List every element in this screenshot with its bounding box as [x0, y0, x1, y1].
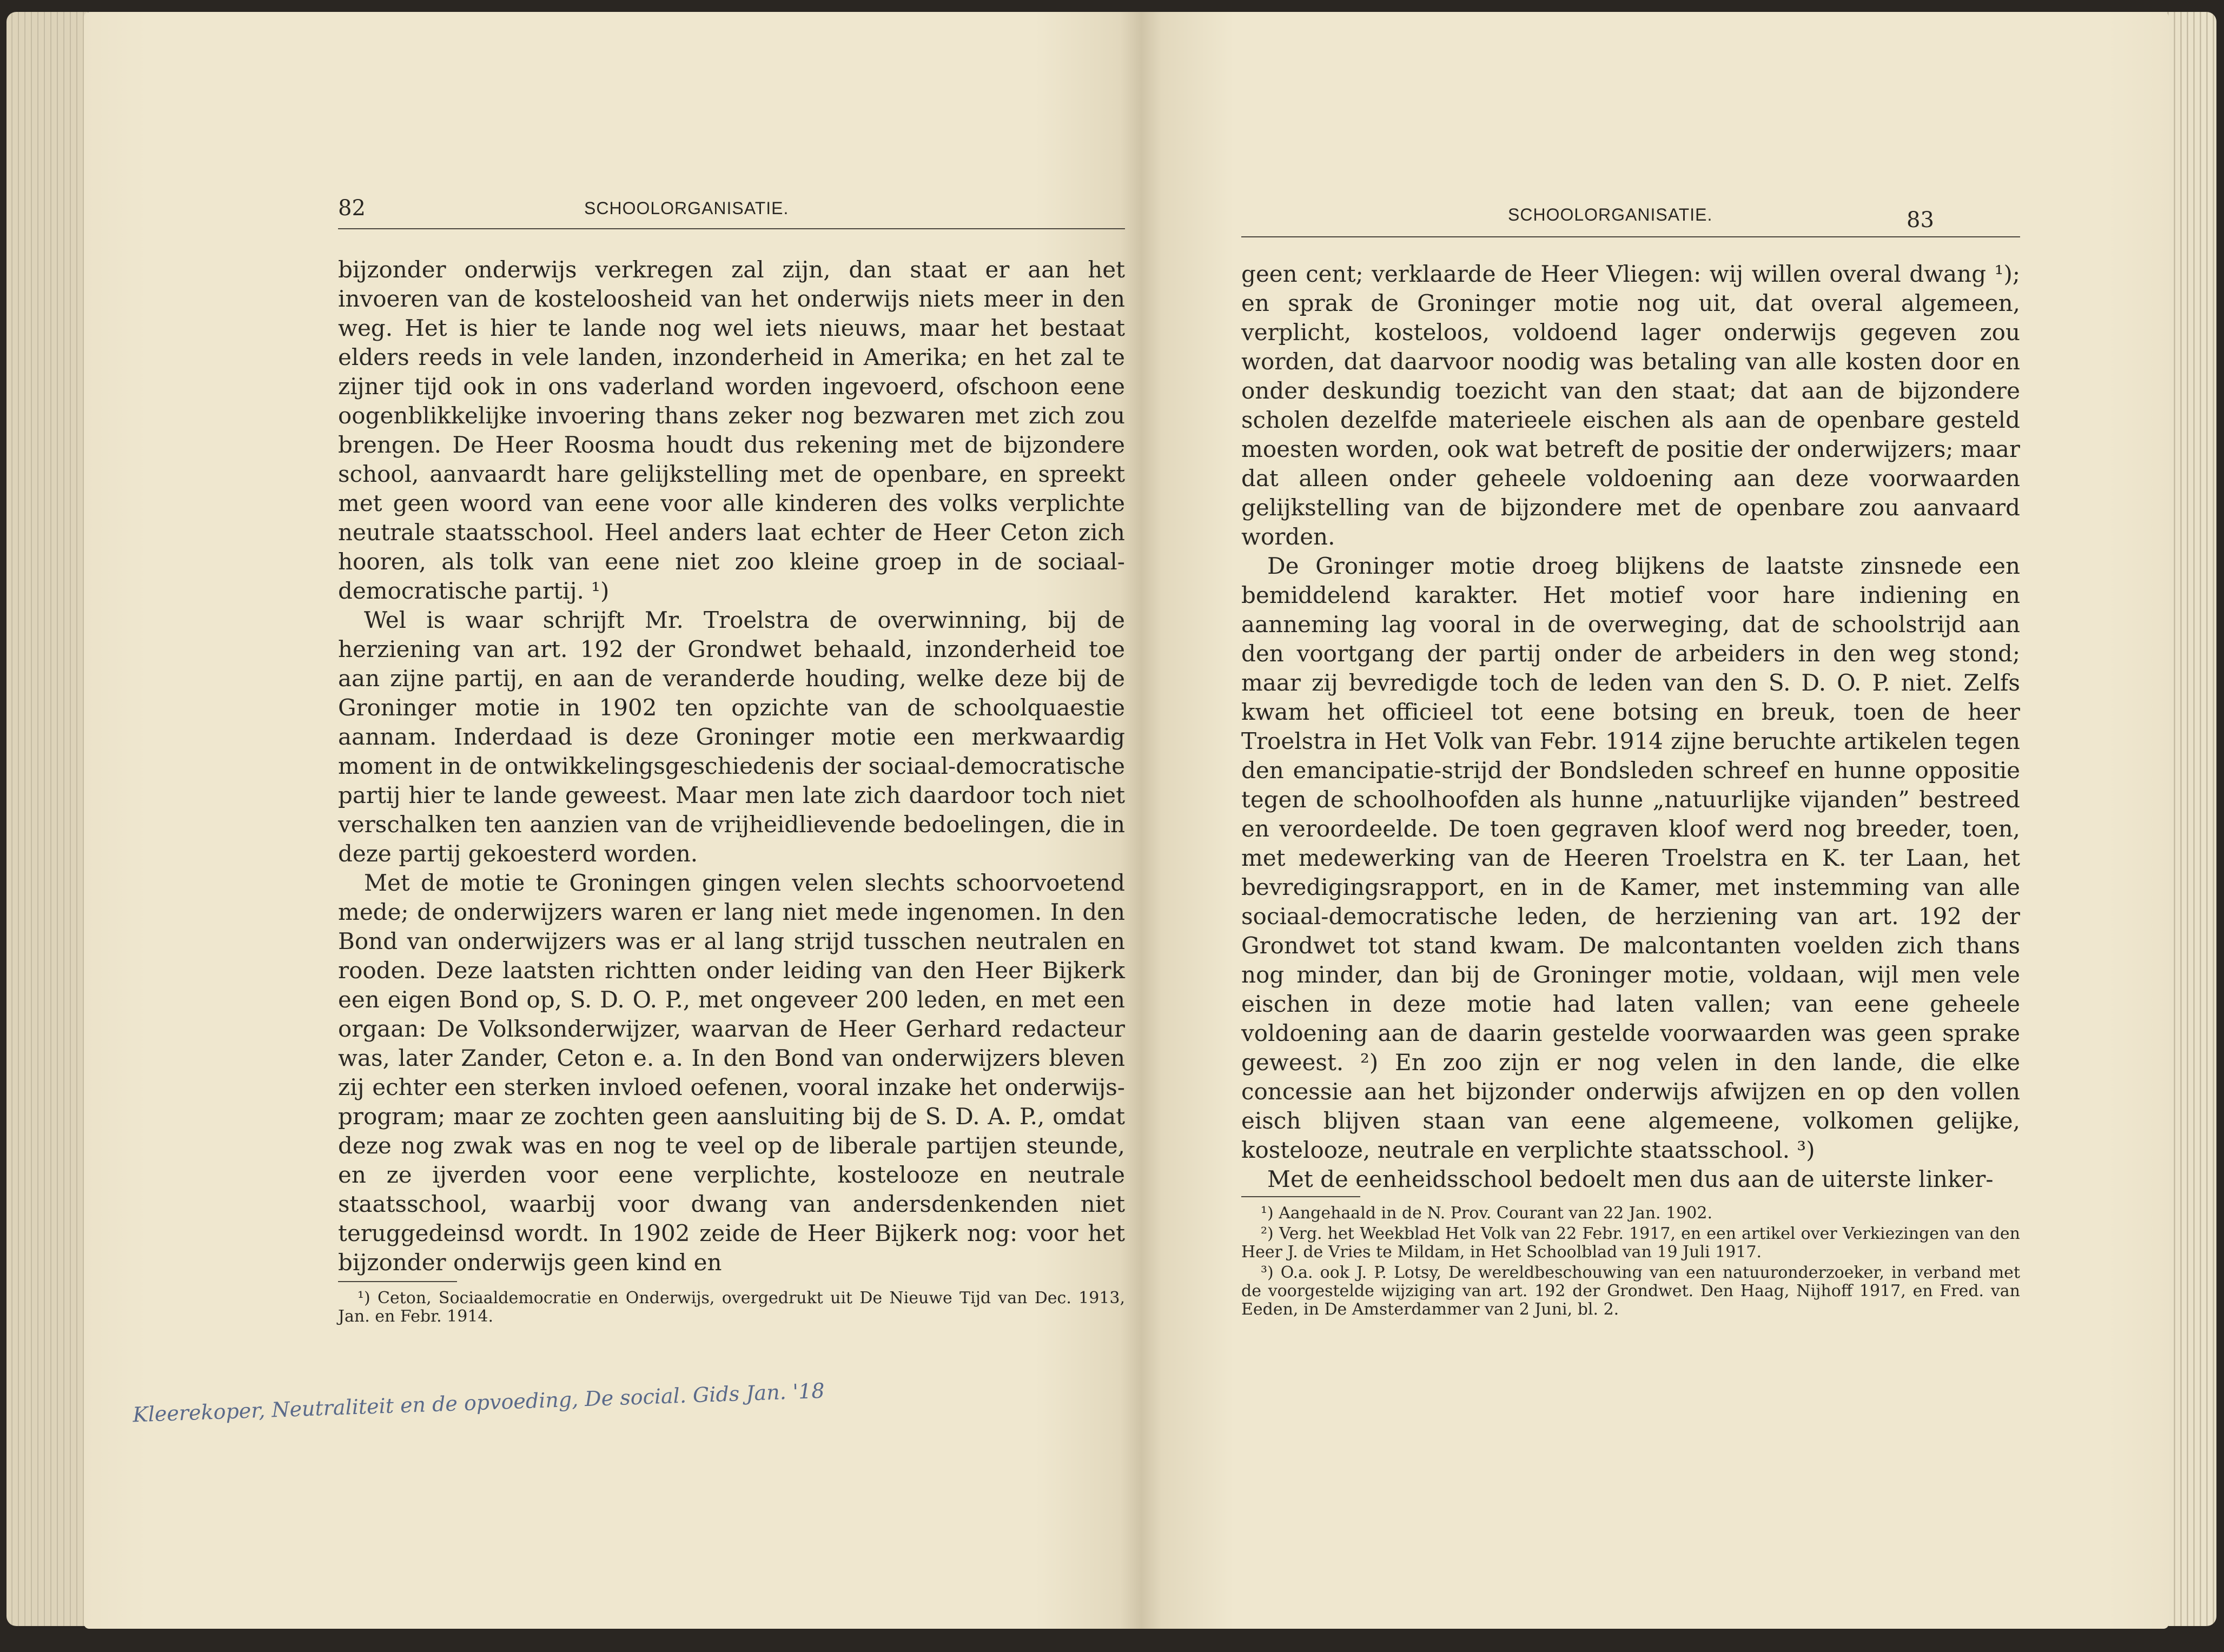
- right-footnote-3: ³) O.a. ook J. P. Lotsy, De wereldbeschouwing van een natuuronderzoeker, in verband met de voorgestelde wijziging van art. 192 der Grondwet. Den Haag, Nijhoff 1917, en Fred. van Eeden, in De Amsterdammer van 2 Juni, bl. 2.: [1241, 1263, 2020, 1319]
- right-paragraph-3: Met de eenheidsschool bedoelt men dus aan de uiterste linker-: [1267, 1166, 1994, 1192]
- left-running-head: SCHOOLORGANISATIE.: [584, 198, 789, 218]
- left-page: [84, 12, 1141, 1629]
- right-footnotes: [1241, 1204, 2020, 1321]
- right-header-rule: [1241, 236, 2020, 237]
- left-paragraph-3: Met de motie te Groningen gingen velen slechts schoorvoetend mede; de onderwijzers waren er lang niet mede ingenomen. In den Bond van onderwijzers was er al lang strijd tusschen neutralen en rooden. Deze laatsten richtten onder leiding van den Heer Bijkerk een eigen Bond op, S. D. O. P., met ongeveer 200 leden, en met een orgaan: De Volksonderwijzer, waarvan de Heer Gerhard redacteur was, later Zander, Ceton e. a. In den Bond van onderwijzers bleven zij echter een sterken invloed oefenen, vooral inzake het onderwijs-program; maar ze zochten geen aansluiting bij de S. D. A. P., omdat deze nog zwak was en nog te veel op de liberale partijen steunde, en ze ijverden voor eene verplichte, kostelooze en neutrale staatsschool, waarbij voor dwang van andersdenkenden niet teruggedeinsd wordt. In 1902 zeide de Heer Bijkerk nog: voor het bijzonder onderwijs geen kind en: [338, 870, 1125, 1276]
- right-footnote-rule: [1241, 1196, 1360, 1197]
- left-header-rule: [338, 228, 1125, 229]
- left-footnote-rule: [338, 1281, 457, 1282]
- left-page-number: 82: [338, 196, 366, 221]
- left-footnote-1: ¹) Ceton, Sociaaldemocratie en Onderwijs, overgedrukt uit De Nieuwe Tijd van Dec. 1913, Jan. en Febr. 1914.: [338, 1289, 1125, 1326]
- left-paragraph-1: bijzonder onderwijs verkregen zal zijn, dan staat er aan het invoeren van de kosteloosheid van het onderwijs niets meer in den weg. Het is hier te lande nog wel iets nieuws, maar het bestaat elders reeds in vele landen, inzonderheid in Amerika; en het zal te zijner tijd ook in ons vaderland worden ingevoerd, ofschoon eene oogenblikkelijke invoering thans zeker nog bezwaren met zich zou brengen. De Heer Roosma houdt dus rekening met de bijzondere school, aanvaardt hare gelijkstelling met de openbare, en spreekt met geen woord van eene voor alle kinderen des volks verplichte neutrale staatsschool. Heel anders laat echter de Heer Ceton zich hooren, als tolk van eene niet zoo kleine groep in de sociaal-democratische partij. ¹): [338, 256, 1125, 604]
- left-footnotes: [338, 1289, 1125, 1328]
- right-running-head: SCHOOLORGANISATIE.: [1508, 205, 1713, 224]
- right-paragraph-2: De Groninger motie droeg blijkens de laatste zinsnede een bemiddelend karakter. Het motief voor hare indiening en aanneming lag vooral in de overweging, dat de schoolstrijd aan den voortgang der partij onder de arbeiders in den weg stond; maar zij bevredigde toch de leden van den S. D. O. P. niet. Zelfs kwam het officieel tot eene botsing en breuk, toen de heer Troelstra in Het Volk van Febr. 1914 zijne beruchte artikelen tegen den emancipatie-strijd der Bondsleden schreef en hunne oppositie tegen de schoolhoofden als hunne „natuurlijke vijanden” bestreed en veroordeelde. De toen gegraven kloof werd nog breeder, toen, met medewerking van de Heeren Troelstra en K. ter Laan, het bevredigingsrapport, en in de Kamer, met instemming van alle sociaal-democratische leden, de herziening van art. 192 der Grondwet tot stand kwam. De malcontanten voelden zich thans nog minder, dan bij de Groninger motie, voldaan, wijl men vele eischen in deze motie had laten vallen; van eene geheele voldoening aan de daarin gestelde voorwaarden was geen sprake geweest. ²) En zoo zijn er nog velen in den lande, die elke concessie aan het bijzonder onderwijs afwijzen en op den vollen eisch blijven staan van eene algemeene, volkomen gelijke, kostelooze, neutrale en verplichte staatsschool. ³): [1241, 553, 2020, 1163]
- right-paragraph-1: geen cent; verklaarde de Heer Vliegen: wij willen overal dwang ¹); en sprak de Groninger motie nog uit, dat overal algemeen, verplicht, kosteloos, voldoend lager onderwijs gegeven zou worden, dat daarvoor noodig was betaling van alle kosten door en onder deskundig toezicht van den staat; dat aan de bijzondere scholen dezelfde materieele eischen als aan de openbare gesteld moesten worden, ook wat betreft de positie der onderwijzers; maar dat alleen onder geheele voldoening aan deze voorwaarden gelijkstelling van de bijzondere met de openbare zou aanvaard worden.: [1241, 261, 2020, 550]
- right-footnote-2: ²) Verg. het Weekblad Het Volk van 22 Febr. 1917, en een artikel over Verkiezingen van den Heer J. de Vries te Mildam, in Het Schoolblad van 19 Juli 1917.: [1241, 1224, 2020, 1262]
- right-footnote-1: ¹) Aangehaald in de N. Prov. Courant van 22 Jan. 1902.: [1261, 1204, 1712, 1223]
- right-page: [1141, 12, 2169, 1629]
- right-body-text: [1241, 260, 2020, 1194]
- left-body-text: [338, 255, 1125, 1277]
- right-page-number: 83: [1907, 208, 1934, 233]
- left-paragraph-2: Wel is waar schrijft Mr. Troelstra de overwinning, bij de herziening van art. 192 der Grondwet behaald, inzonderheid toe aan zijne partij, en aan de veranderde houding, welke deze bij de Groninger motie in 1902 ten opzichte van de schoolquaestie aannam. Inderdaad is deze Groninger motie een merkwaardig moment in de ontwikkelingsgeschiedenis der sociaal-democratische partij hier te lande geweest. Maar men late zich daardoor toch niet verschalken ten aanzien van de vrijheidlievende bedoelingen, die in deze partij gekoesterd worden.: [338, 607, 1125, 867]
- left-page-edges: [6, 12, 88, 1626]
- handwritten-annotation: Kleerekoper, Neutraliteit en de opvoeding, De social. Gids Jan. '18: [132, 1378, 825, 1427]
